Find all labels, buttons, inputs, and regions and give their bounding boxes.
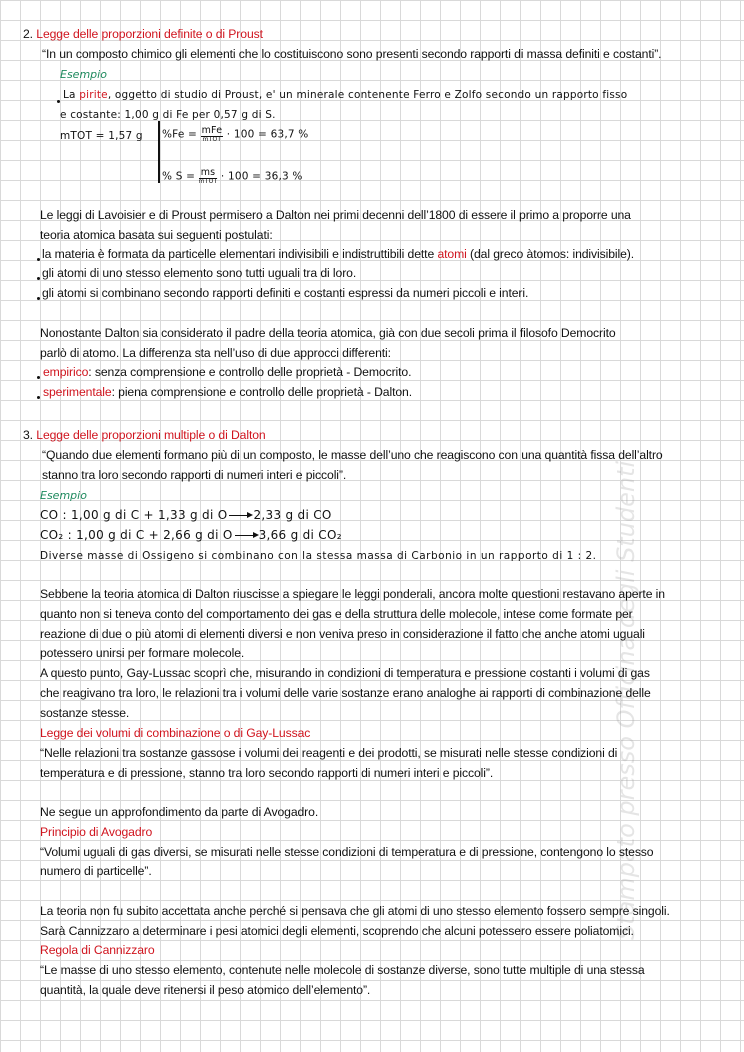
section-title: Legge delle proporzioni definite o di Proust <box>36 27 263 41</box>
avogadro-intro: Ne segue un approfondimento da parte di Avogadro. <box>40 805 319 819</box>
paragraph-line: che reagivano tra loro, le relazioni tra i volumi delle varie sostanze erano analoghe ai rapporti di combinazione delle <box>40 686 651 700</box>
s-percent-formula: % S = $\frac{ms}{\text{mTOT}}$ · 100 = 36,3 % <box>162 167 303 185</box>
section-2-heading <box>23 27 263 41</box>
example-label: Esempio <box>40 489 87 502</box>
bullet-icon <box>37 297 40 300</box>
example-label: Esempio <box>60 68 107 81</box>
postulate-item: gli atomi di uno stesso elemento sono tutti uguali tra di loro. <box>42 266 357 280</box>
equation-co2: CO₂ : 1,00 g di C + 2,66 g di O 3,66 g di CO₂ <box>40 528 342 542</box>
dalton-law-quote-1: “Quando due elementi formano più di un composto, le masse dell’uno che reagiscono con una quantità fissa dell’altro <box>42 448 663 462</box>
postulate-item: gli atomi si combinano secondo rapporti definiti e costanti espressi da numeri piccoli e interi. <box>42 286 529 300</box>
cannizzaro-quote-2: quantità, la quale deve ritenersi il peso atomico dell’elemento”. <box>40 983 371 997</box>
atomi-highlight: atomi <box>437 247 467 261</box>
mtot-value: mTOT = 1,57 g <box>60 130 143 142</box>
paragraph-line: A questo punto, Gay-Lussac scoprì che, misurando in condizioni di temperatura e pressione costanti i volumi di gas <box>40 666 650 680</box>
section-title: Legge delle proporzioni multiple o di Dalton <box>36 428 266 442</box>
section-3-heading <box>23 428 266 442</box>
proust-law-quote: “In un composto chimico gli elementi che lo costituiscono sono presenti secondo rapporti di massa definiti e costanti”. <box>42 47 662 61</box>
cannizzaro-quote-1: “Le masse di uno stesso elemento, contenute nelle molecole di sostanze diverse, sono tutte multiple di una stessa <box>40 963 645 977</box>
approach-item: sperimentale: piena comprensione e controllo delle proprietà - Dalton. <box>43 385 412 399</box>
s-fraction: $\frac{ms}{\text{mTOT}}$ <box>198 167 218 185</box>
avogadro-quote-2: numero di particelle”. <box>40 864 152 878</box>
equation-co: CO : 1,00 g di C + 1,33 g di O 2,33 g di CO <box>40 508 332 522</box>
gay-lussac-quote-1: “Nelle relazioni tra sostanze gassose i volumi dei reagenti e dei prodotti, se misurati nelle stesse condizioni di <box>40 746 618 760</box>
pirite-highlight: pirite <box>79 89 108 101</box>
approach-item: empirico: senza comprensione e controllo delle proprietà - Democrito. <box>43 365 412 379</box>
paragraph-line: quanto non si teneva conto del comportamento dei gas e della struttura delle molecole, intese come formate per <box>40 607 633 621</box>
gay-lussac-quote-2: temperatura e di pressione, stanno tra loro secondo rapporti di numeri interi e piccoli”. <box>40 766 494 780</box>
bullet-icon <box>37 258 40 261</box>
avogadro-title: Principio di Avogadro <box>40 825 153 839</box>
democrito-line-1: Nonostante Dalton sia considerato il padre della teoria atomica, già con due secoli prima il filosofo Democrito <box>40 326 616 340</box>
paragraph-line: reazione di due o più atomi di elementi diversi e non veniva preso in considerazione il fatto che anche atomi uguali <box>40 627 645 641</box>
section-number: 2. <box>23 27 33 41</box>
cannizzaro-line-1: La teoria non fu subito accettata anche perché si pensava che gli atomi di uno stesso elemento fossero sempre singoli. <box>40 904 670 918</box>
arrow-icon <box>229 515 251 517</box>
fe-fraction: $\frac{\text{mFe}}{\text{mTOT}}$ <box>201 125 223 143</box>
bullet-icon <box>37 376 40 379</box>
watermark: Stampato presso Officina degli Studenti <box>612 460 640 940</box>
cannizzaro-line-2: Sarà Cannizzaro a determinare i pesi atomici degli elementi, scoprendo che alcuni potessero essere poliatomici. <box>40 924 634 938</box>
postulate-item: la materia è formata da particelle elementari indivisibili e indistruttibili dette atomi (dal greco àtomos: indivisibile). <box>42 247 635 261</box>
bullet-icon <box>57 100 60 103</box>
arrow-icon <box>235 535 257 537</box>
paragraph-line: sostanze stesse. <box>40 706 130 720</box>
democrito-line-2: parlò di atomo. La differenza sta nell’uso di due approcci differenti: <box>40 346 391 360</box>
ratio-conclusion: Diverse masse di Ossigeno si combinano con la stessa massa di Carbonio in un rapporto di 1 : 2. <box>40 550 597 562</box>
dalton-intro-line-2: teoria atomica basata sui seguenti postulati: <box>40 228 273 242</box>
paragraph-line: potessero unirsi per formare molecole. <box>40 646 245 660</box>
dalton-intro-line-1: Le leggi di Lavoisier e di Proust permisero a Dalton nei primi decenni dell’1800 di essere il primo a proporre una <box>40 208 631 222</box>
paragraph-line: Sebbene la teoria atomica di Dalton riuscisse a spiegare le leggi ponderali, ancora molte questioni restavano aperte in <box>40 587 665 601</box>
fe-percent-formula: %Fe = $\frac{\text{mFe}}{\text{mTOT}}$ · 100 = 63,7 % <box>162 125 309 143</box>
bullet-icon <box>37 277 40 280</box>
example-line-1: La pirite, oggetto di studio di Proust, e' un minerale contenente Ferro e Zolfo secondo un rapporto fisso <box>63 89 628 101</box>
cannizzaro-title: Regola di Cannizzaro <box>40 943 155 957</box>
dalton-law-quote-2: stanno tra loro secondo rapporti di numeri interi e piccoli”. <box>42 468 347 482</box>
example-line-2: e costante: 1,00 g di Fe per 0,57 g di S. <box>60 109 276 121</box>
divider-line <box>158 121 160 183</box>
bullet-icon <box>37 396 40 399</box>
gay-lussac-law-title: Legge dei volumi di combinazione o di Gay-Lussac <box>40 726 311 740</box>
section-number: 3. <box>23 428 33 442</box>
avogadro-quote-1: “Volumi uguali di gas diversi, se misurati nelle stesse condizioni di temperatura e di pressione, contengono lo stesso <box>40 845 654 859</box>
